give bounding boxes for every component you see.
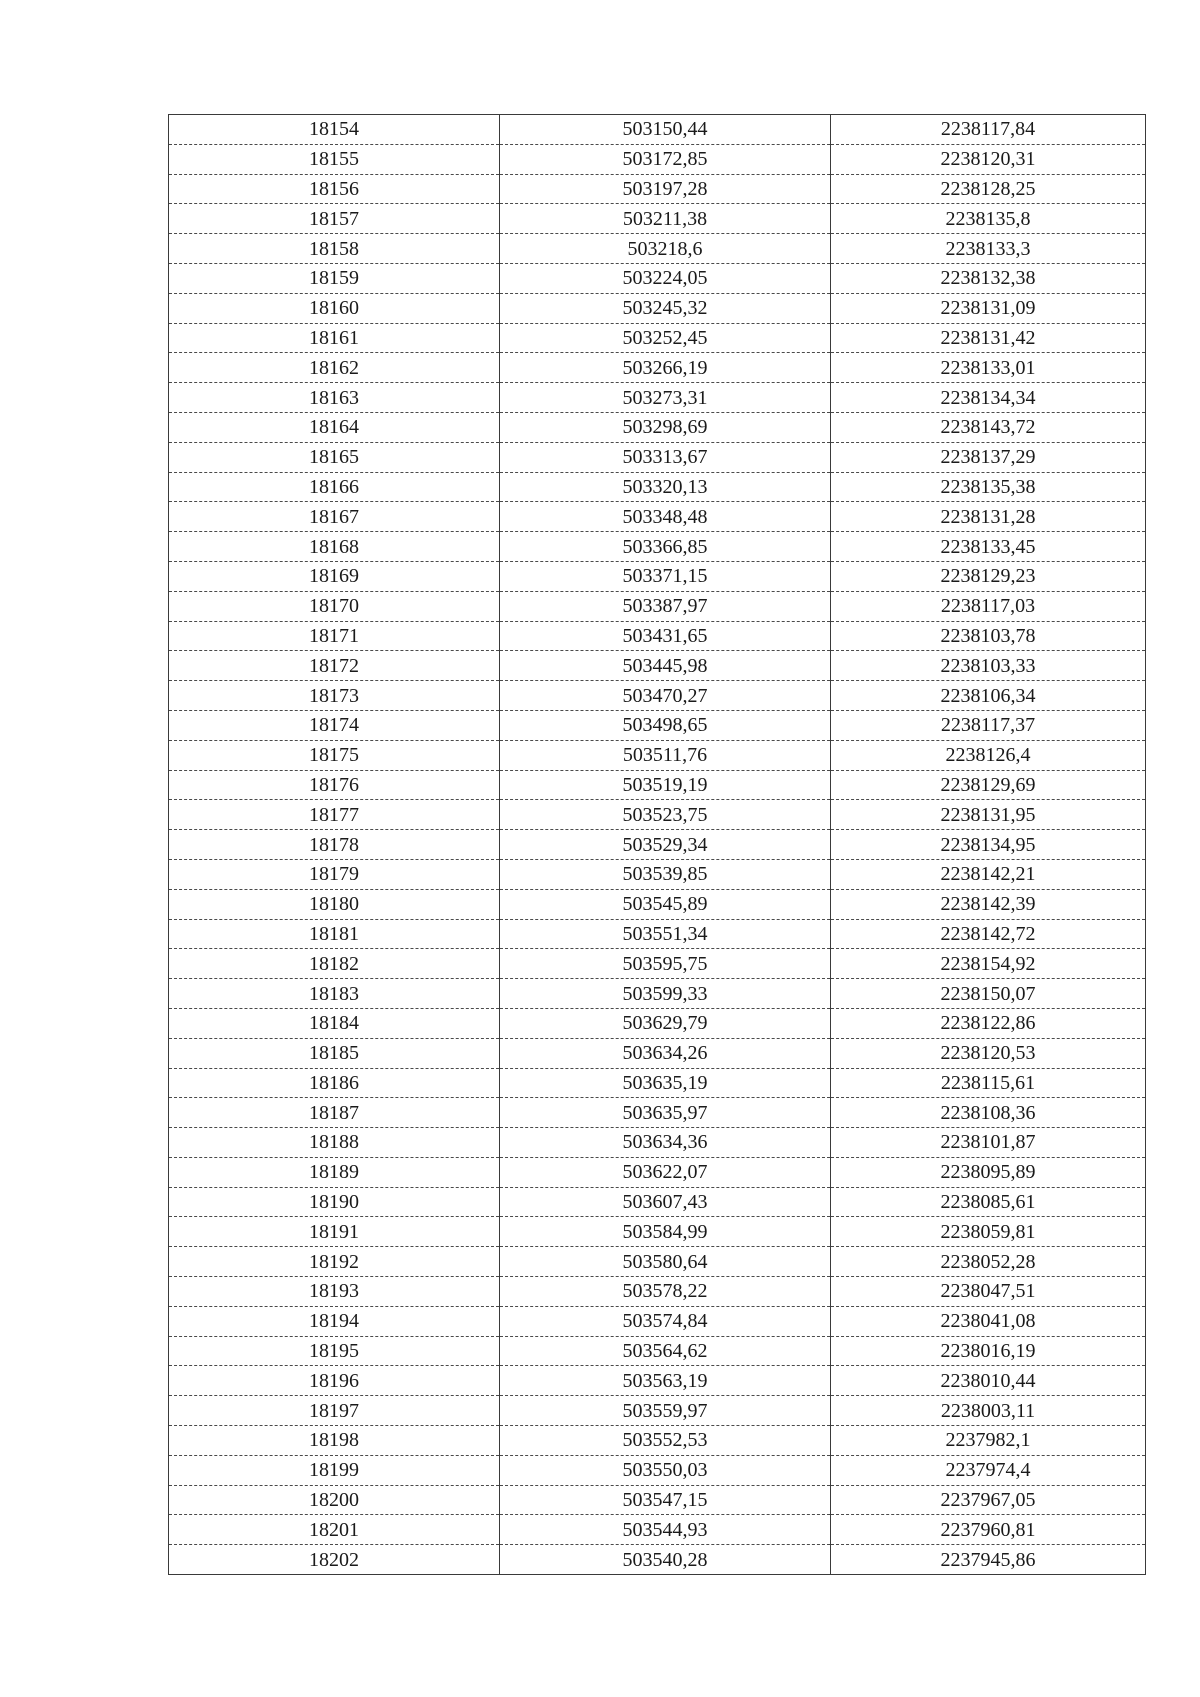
- table-row: [169, 1128, 1146, 1158]
- x-coordinate-cell: 503540,28: [500, 1545, 831, 1575]
- x-coordinate-cell: 503348,48: [500, 502, 831, 532]
- x-coordinate-cell: 503519,19: [500, 770, 831, 800]
- x-coordinate-cell: 503539,85: [500, 859, 831, 889]
- table-row: [169, 1515, 1146, 1545]
- x-coordinate-cell: 503172,85: [500, 144, 831, 174]
- y-coordinate-cell: 2238101,87: [831, 1128, 1146, 1158]
- table-row: [169, 681, 1146, 711]
- x-coordinate-cell: 503563,19: [500, 1366, 831, 1396]
- y-coordinate-cell: 2238137,29: [831, 442, 1146, 472]
- table-row: [169, 532, 1146, 562]
- point-number-cell: 18177: [169, 800, 500, 830]
- table-row: [169, 949, 1146, 979]
- point-number-cell: 18179: [169, 859, 500, 889]
- x-coordinate-cell: 503218,6: [500, 234, 831, 264]
- point-number-cell: 18183: [169, 979, 500, 1009]
- x-coordinate-cell: 503622,07: [500, 1157, 831, 1187]
- table-row: [169, 1336, 1146, 1366]
- point-number-cell: 18169: [169, 561, 500, 591]
- y-coordinate-cell: 2238134,34: [831, 383, 1146, 413]
- x-coordinate-cell: 503266,19: [500, 353, 831, 383]
- table-row: [169, 1426, 1146, 1456]
- y-coordinate-cell: 2238095,89: [831, 1157, 1146, 1187]
- x-coordinate-cell: 503574,84: [500, 1306, 831, 1336]
- table-row: [169, 472, 1146, 502]
- x-coordinate-cell: 503224,05: [500, 263, 831, 293]
- x-coordinate-cell: 503431,65: [500, 621, 831, 651]
- table-row: [169, 1217, 1146, 1247]
- x-coordinate-cell: 503245,32: [500, 293, 831, 323]
- y-coordinate-cell: 2238133,3: [831, 234, 1146, 264]
- point-number-cell: 18170: [169, 591, 500, 621]
- table-row: [169, 353, 1146, 383]
- point-number-cell: 18165: [169, 442, 500, 472]
- x-coordinate-cell: 503150,44: [500, 115, 831, 145]
- point-number-cell: 18181: [169, 919, 500, 949]
- point-number-cell: 18188: [169, 1128, 500, 1158]
- y-coordinate-cell: 2238142,21: [831, 859, 1146, 889]
- point-number-cell: 18195: [169, 1336, 500, 1366]
- table-row: [169, 1455, 1146, 1485]
- point-number-cell: 18162: [169, 353, 500, 383]
- x-coordinate-cell: 503387,97: [500, 591, 831, 621]
- table-row: [169, 919, 1146, 949]
- point-number-cell: 18173: [169, 681, 500, 711]
- y-coordinate-cell: 2237960,81: [831, 1515, 1146, 1545]
- x-coordinate-cell: 503607,43: [500, 1187, 831, 1217]
- y-coordinate-cell: 2238143,72: [831, 412, 1146, 442]
- x-coordinate-cell: 503273,31: [500, 383, 831, 413]
- table-row: [169, 323, 1146, 353]
- table-row: [169, 204, 1146, 234]
- point-number-cell: 18191: [169, 1217, 500, 1247]
- y-coordinate-cell: 2238135,8: [831, 204, 1146, 234]
- point-number-cell: 18185: [169, 1038, 500, 1068]
- y-coordinate-cell: 2238085,61: [831, 1187, 1146, 1217]
- table-row: [169, 442, 1146, 472]
- x-coordinate-cell: 503298,69: [500, 412, 831, 442]
- table-row: [169, 651, 1146, 681]
- table-row: [169, 1157, 1146, 1187]
- y-coordinate-cell: 2238150,07: [831, 979, 1146, 1009]
- point-number-cell: 18159: [169, 263, 500, 293]
- coordinates-table: [168, 114, 1146, 1575]
- point-number-cell: 18202: [169, 1545, 500, 1575]
- y-coordinate-cell: 2238133,01: [831, 353, 1146, 383]
- y-coordinate-cell: 2238122,86: [831, 1008, 1146, 1038]
- table-row: [169, 800, 1146, 830]
- y-coordinate-cell: 2238052,28: [831, 1247, 1146, 1277]
- point-number-cell: 18187: [169, 1098, 500, 1128]
- point-number-cell: 18199: [169, 1455, 500, 1485]
- x-coordinate-cell: 503580,64: [500, 1247, 831, 1277]
- table-row: [169, 1038, 1146, 1068]
- x-coordinate-cell: 503320,13: [500, 472, 831, 502]
- y-coordinate-cell: 2238120,53: [831, 1038, 1146, 1068]
- x-coordinate-cell: 503470,27: [500, 681, 831, 711]
- document-page: [168, 114, 1145, 1575]
- y-coordinate-cell: 2238115,61: [831, 1068, 1146, 1098]
- table-row: [169, 710, 1146, 740]
- y-coordinate-cell: 2238003,11: [831, 1396, 1146, 1426]
- x-coordinate-cell: 503252,45: [500, 323, 831, 353]
- table-row: [169, 591, 1146, 621]
- y-coordinate-cell: 2238106,34: [831, 681, 1146, 711]
- table-row: [169, 1098, 1146, 1128]
- x-coordinate-cell: 503523,75: [500, 800, 831, 830]
- table-row: [169, 1396, 1146, 1426]
- y-coordinate-cell: 2238128,25: [831, 174, 1146, 204]
- point-number-cell: 18182: [169, 949, 500, 979]
- y-coordinate-cell: 2237945,86: [831, 1545, 1146, 1575]
- table-row: [169, 1277, 1146, 1307]
- y-coordinate-cell: 2238117,03: [831, 591, 1146, 621]
- table-row: [169, 234, 1146, 264]
- x-coordinate-cell: 503445,98: [500, 651, 831, 681]
- x-coordinate-cell: 503529,34: [500, 830, 831, 860]
- point-number-cell: 18175: [169, 740, 500, 770]
- x-coordinate-cell: 503629,79: [500, 1008, 831, 1038]
- x-coordinate-cell: 503578,22: [500, 1277, 831, 1307]
- y-coordinate-cell: 2238154,92: [831, 949, 1146, 979]
- x-coordinate-cell: 503584,99: [500, 1217, 831, 1247]
- x-coordinate-cell: 503559,97: [500, 1396, 831, 1426]
- x-coordinate-cell: 503371,15: [500, 561, 831, 591]
- point-number-cell: 18163: [169, 383, 500, 413]
- y-coordinate-cell: 2238134,95: [831, 830, 1146, 860]
- table-row: [169, 770, 1146, 800]
- point-number-cell: 18192: [169, 1247, 500, 1277]
- point-number-cell: 18157: [169, 204, 500, 234]
- x-coordinate-cell: 503366,85: [500, 532, 831, 562]
- coordinates-table-body: [169, 115, 1146, 1575]
- point-number-cell: 18167: [169, 502, 500, 532]
- x-coordinate-cell: 503595,75: [500, 949, 831, 979]
- x-coordinate-cell: 503511,76: [500, 740, 831, 770]
- x-coordinate-cell: 503211,38: [500, 204, 831, 234]
- table-row: [169, 174, 1146, 204]
- table-row: [169, 412, 1146, 442]
- x-coordinate-cell: 503634,36: [500, 1128, 831, 1158]
- x-coordinate-cell: 503545,89: [500, 889, 831, 919]
- y-coordinate-cell: 2238131,42: [831, 323, 1146, 353]
- point-number-cell: 18166: [169, 472, 500, 502]
- y-coordinate-cell: 2238103,33: [831, 651, 1146, 681]
- table-row: [169, 1247, 1146, 1277]
- point-number-cell: 18178: [169, 830, 500, 860]
- point-number-cell: 18184: [169, 1008, 500, 1038]
- y-coordinate-cell: 2238132,38: [831, 263, 1146, 293]
- point-number-cell: 18156: [169, 174, 500, 204]
- y-coordinate-cell: 2238142,39: [831, 889, 1146, 919]
- point-number-cell: 18198: [169, 1426, 500, 1456]
- y-coordinate-cell: 2237974,4: [831, 1455, 1146, 1485]
- y-coordinate-cell: 2238016,19: [831, 1336, 1146, 1366]
- point-number-cell: 18176: [169, 770, 500, 800]
- table-row: [169, 561, 1146, 591]
- table-row: [169, 859, 1146, 889]
- point-number-cell: 18197: [169, 1396, 500, 1426]
- point-number-cell: 18200: [169, 1485, 500, 1515]
- y-coordinate-cell: 2238131,95: [831, 800, 1146, 830]
- table-row: [169, 979, 1146, 1009]
- y-coordinate-cell: 2238129,23: [831, 561, 1146, 591]
- x-coordinate-cell: 503313,67: [500, 442, 831, 472]
- y-coordinate-cell: 2238117,84: [831, 115, 1146, 145]
- point-number-cell: 18171: [169, 621, 500, 651]
- point-number-cell: 18164: [169, 412, 500, 442]
- point-number-cell: 18201: [169, 1515, 500, 1545]
- x-coordinate-cell: 503635,19: [500, 1068, 831, 1098]
- y-coordinate-cell: 2238059,81: [831, 1217, 1146, 1247]
- y-coordinate-cell: 2238131,09: [831, 293, 1146, 323]
- point-number-cell: 18190: [169, 1187, 500, 1217]
- point-number-cell: 18172: [169, 651, 500, 681]
- y-coordinate-cell: 2238133,45: [831, 532, 1146, 562]
- x-coordinate-cell: 503197,28: [500, 174, 831, 204]
- y-coordinate-cell: 2238120,31: [831, 144, 1146, 174]
- y-coordinate-cell: 2238131,28: [831, 502, 1146, 532]
- table-row: [169, 1187, 1146, 1217]
- x-coordinate-cell: 503498,65: [500, 710, 831, 740]
- table-row: [169, 263, 1146, 293]
- point-number-cell: 18154: [169, 115, 500, 145]
- x-coordinate-cell: 503544,93: [500, 1515, 831, 1545]
- x-coordinate-cell: 503552,53: [500, 1426, 831, 1456]
- point-number-cell: 18160: [169, 293, 500, 323]
- y-coordinate-cell: 2238142,72: [831, 919, 1146, 949]
- table-row: [169, 502, 1146, 532]
- x-coordinate-cell: 503599,33: [500, 979, 831, 1009]
- y-coordinate-cell: 2237982,1: [831, 1426, 1146, 1456]
- y-coordinate-cell: 2238041,08: [831, 1306, 1146, 1336]
- x-coordinate-cell: 503635,97: [500, 1098, 831, 1128]
- table-row: [169, 115, 1146, 145]
- table-row: [169, 1008, 1146, 1038]
- point-number-cell: 18174: [169, 710, 500, 740]
- y-coordinate-cell: 2238010,44: [831, 1366, 1146, 1396]
- point-number-cell: 18161: [169, 323, 500, 353]
- y-coordinate-cell: 2238126,4: [831, 740, 1146, 770]
- table-row: [169, 1545, 1146, 1575]
- y-coordinate-cell: 2238135,38: [831, 472, 1146, 502]
- table-row: [169, 144, 1146, 174]
- point-number-cell: 18189: [169, 1157, 500, 1187]
- x-coordinate-cell: 503634,26: [500, 1038, 831, 1068]
- table-row: [169, 830, 1146, 860]
- point-number-cell: 18196: [169, 1366, 500, 1396]
- point-number-cell: 18180: [169, 889, 500, 919]
- y-coordinate-cell: 2238103,78: [831, 621, 1146, 651]
- y-coordinate-cell: 2237967,05: [831, 1485, 1146, 1515]
- y-coordinate-cell: 2238129,69: [831, 770, 1146, 800]
- x-coordinate-cell: 503551,34: [500, 919, 831, 949]
- x-coordinate-cell: 503547,15: [500, 1485, 831, 1515]
- table-row: [169, 621, 1146, 651]
- table-row: [169, 889, 1146, 919]
- point-number-cell: 18186: [169, 1068, 500, 1098]
- table-row: [169, 293, 1146, 323]
- y-coordinate-cell: 2238047,51: [831, 1277, 1146, 1307]
- table-row: [169, 740, 1146, 770]
- table-row: [169, 1485, 1146, 1515]
- point-number-cell: 18168: [169, 532, 500, 562]
- point-number-cell: 18194: [169, 1306, 500, 1336]
- table-row: [169, 383, 1146, 413]
- table-row: [169, 1366, 1146, 1396]
- y-coordinate-cell: 2238108,36: [831, 1098, 1146, 1128]
- table-row: [169, 1068, 1146, 1098]
- point-number-cell: 18155: [169, 144, 500, 174]
- x-coordinate-cell: 503564,62: [500, 1336, 831, 1366]
- table-row: [169, 1306, 1146, 1336]
- x-coordinate-cell: 503550,03: [500, 1455, 831, 1485]
- point-number-cell: 18193: [169, 1277, 500, 1307]
- y-coordinate-cell: 2238117,37: [831, 710, 1146, 740]
- point-number-cell: 18158: [169, 234, 500, 264]
